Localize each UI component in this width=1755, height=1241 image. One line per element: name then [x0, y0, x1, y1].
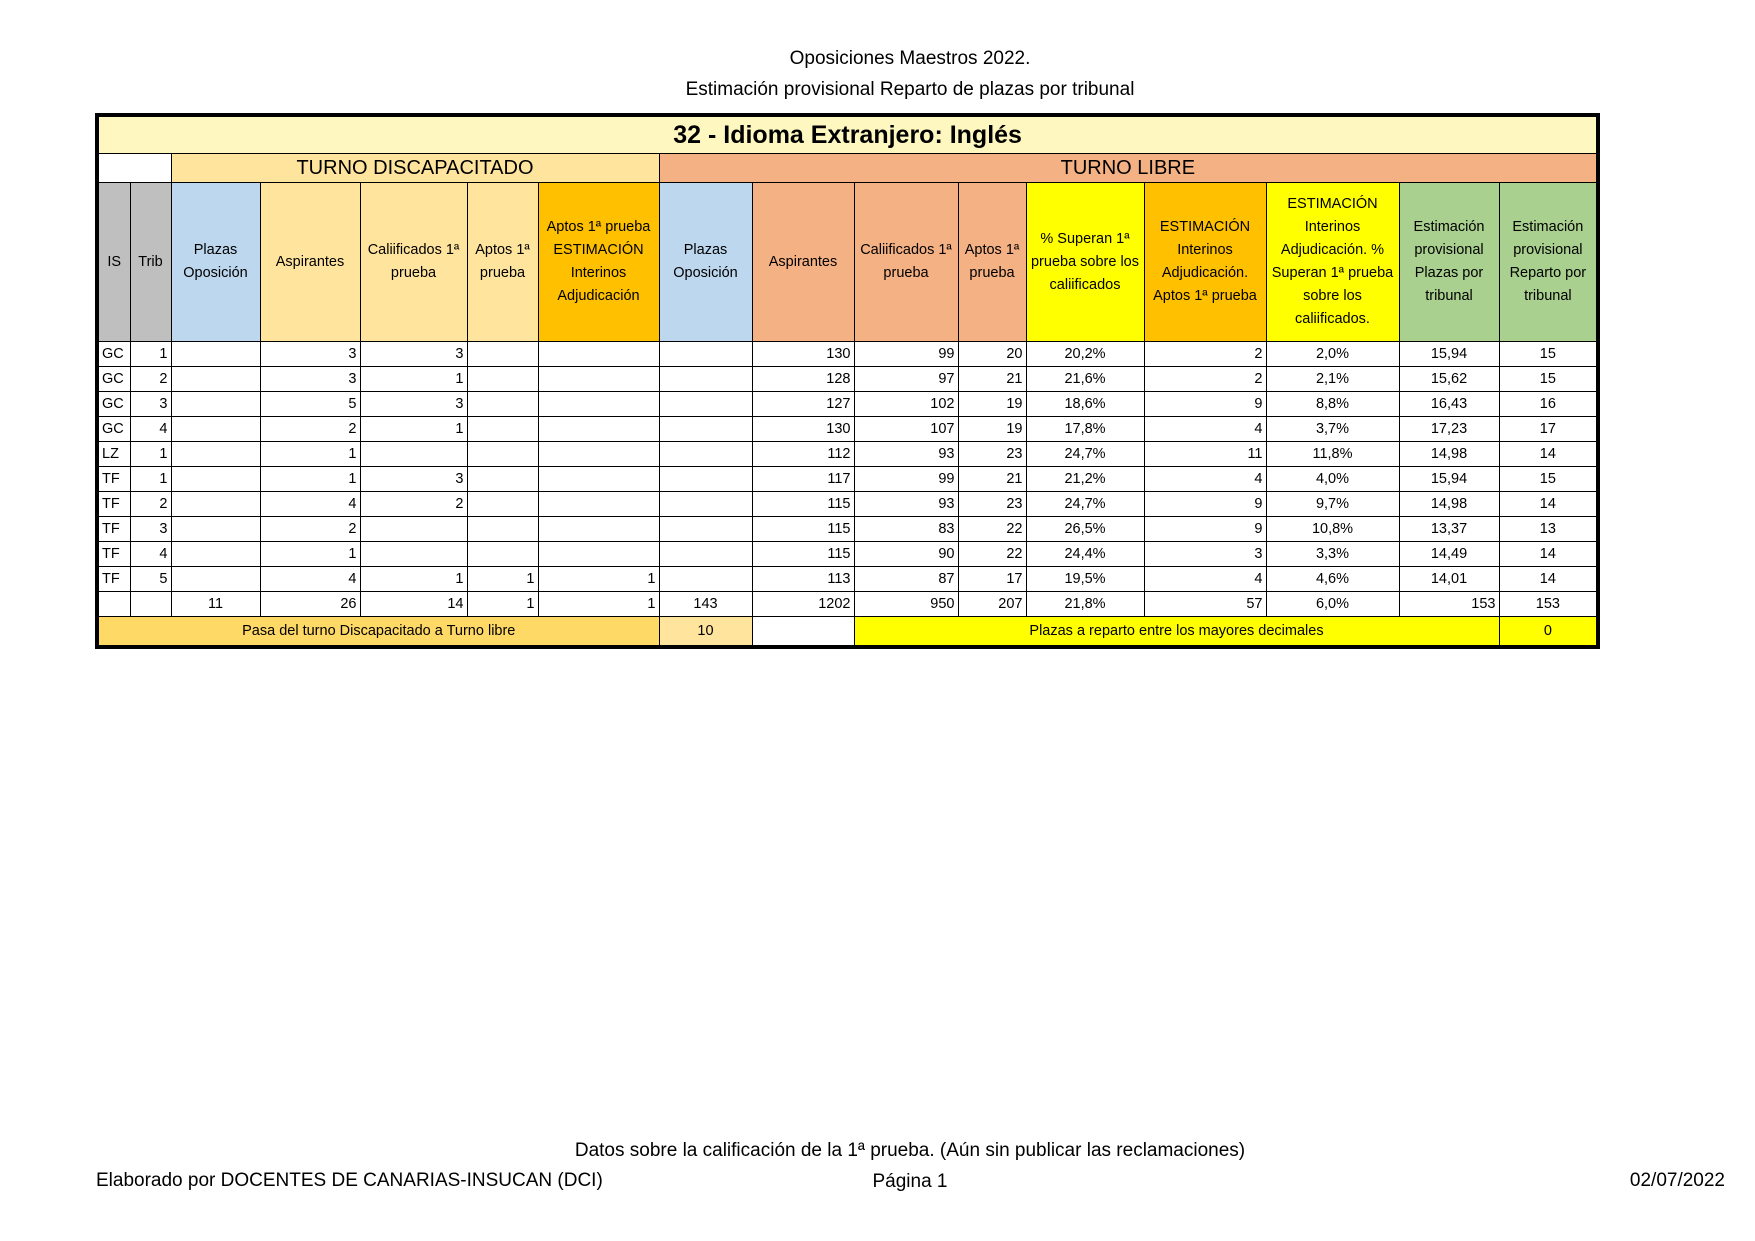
- col-header-trib: Trib: [130, 183, 171, 342]
- cell-libre-pct-superan: 21,6%: [1026, 367, 1144, 392]
- cell-reparto-tribunal: 14: [1499, 492, 1598, 517]
- cell-disc-plazas: [171, 567, 260, 592]
- cell-is: LZ: [97, 442, 130, 467]
- footer-author: Elaborado por DOCENTES DE CANARIAS-INSUCAN (DCI): [96, 1170, 603, 1191]
- total-cell-libre-plazas: 143: [659, 592, 752, 617]
- cell-libre-aspirantes: 113: [752, 567, 854, 592]
- reparto-decimales-label: Plazas a reparto entre los mayores decimales: [854, 617, 1499, 648]
- cell-plazas-tribunal: 14,01: [1399, 567, 1499, 592]
- cell-libre-estimacion-aptos: 2: [1144, 367, 1266, 392]
- cell-disc-calificados: 3: [360, 392, 467, 417]
- cell-libre-plazas: [659, 467, 752, 492]
- cell-disc-calificados: [360, 517, 467, 542]
- cell-is: GC: [97, 342, 130, 367]
- cell-plazas-tribunal: 14,98: [1399, 442, 1499, 467]
- cell-libre-aptos: 17: [958, 567, 1026, 592]
- cell-disc-calificados: 3: [360, 467, 467, 492]
- cell-libre-estimacion-pct: 2,1%: [1266, 367, 1399, 392]
- total-cell-libre-pct-superan: 21,8%: [1026, 592, 1144, 617]
- cell-disc-calificados: [360, 442, 467, 467]
- table-row: [97, 542, 1598, 567]
- cell-reparto-tribunal: 16: [1499, 392, 1598, 417]
- col-header-disc-estimacion: Aptos 1ª prueba ESTIMACIÓN Interinos Adjudicación: [538, 183, 659, 342]
- cell-disc-estimacion: [538, 342, 659, 367]
- cell-trib: 4: [130, 542, 171, 567]
- table-row: [97, 467, 1598, 492]
- total-cell-disc-aspirantes: 26: [260, 592, 360, 617]
- col-header-disc-aspirantes: Aspirantes: [260, 183, 360, 342]
- column-header-row: [97, 183, 1598, 342]
- cell-disc-aptos: 1: [467, 567, 538, 592]
- cell-trib: 1: [130, 342, 171, 367]
- cell-disc-aspirantes: 4: [260, 492, 360, 517]
- cell-disc-plazas: [171, 342, 260, 367]
- cell-trib: 3: [130, 517, 171, 542]
- cell-libre-aptos: 23: [958, 492, 1026, 517]
- cell-disc-calificados: 1: [360, 567, 467, 592]
- cell-libre-estimacion-aptos: 9: [1144, 517, 1266, 542]
- cell-libre-plazas: [659, 542, 752, 567]
- cell-disc-estimacion: [538, 392, 659, 417]
- cell-disc-aptos: [467, 392, 538, 417]
- cell-disc-plazas: [171, 392, 260, 417]
- footer-page-number: Página 1: [872, 1171, 948, 1192]
- cell-libre-estimacion-aptos: 4: [1144, 567, 1266, 592]
- cell-libre-pct-superan: 24,7%: [1026, 492, 1144, 517]
- cell-libre-aptos: 22: [958, 542, 1026, 567]
- col-header-libre-aspirantes: Aspirantes: [752, 183, 854, 342]
- cell-libre-estimacion-aptos: 4: [1144, 417, 1266, 442]
- table-row: [97, 492, 1598, 517]
- pasa-turno-value: 10: [659, 617, 752, 648]
- cell-libre-calificados: 87: [854, 567, 958, 592]
- cell-libre-calificados: 99: [854, 467, 958, 492]
- cell-is: GC: [97, 367, 130, 392]
- cell-libre-calificados: 83: [854, 517, 958, 542]
- cell-trib: 3: [130, 392, 171, 417]
- col-header-libre-pct-superan: % Superan 1ª prueba sobre los caliificados: [1026, 183, 1144, 342]
- cell-disc-estimacion: 1: [538, 567, 659, 592]
- cell-libre-estimacion-aptos: 4: [1144, 467, 1266, 492]
- cell-disc-calificados: 3: [360, 342, 467, 367]
- cell-disc-aspirantes: 1: [260, 542, 360, 567]
- cell-disc-aspirantes: 1: [260, 467, 360, 492]
- cell-disc-aspirantes: 3: [260, 342, 360, 367]
- cell-libre-plazas: [659, 417, 752, 442]
- cell-libre-aptos: 21: [958, 367, 1026, 392]
- cell-disc-aptos: [467, 442, 538, 467]
- cell-reparto-tribunal: 14: [1499, 442, 1598, 467]
- cell-libre-aptos: 19: [958, 417, 1026, 442]
- summary-row: [97, 617, 1598, 648]
- table-row: [97, 392, 1598, 417]
- cell-libre-aspirantes: 128: [752, 367, 854, 392]
- cell-disc-estimacion: [538, 517, 659, 542]
- cell-disc-aptos: [467, 367, 538, 392]
- cell-libre-pct-superan: 19,5%: [1026, 567, 1144, 592]
- cell-libre-aptos: 23: [958, 442, 1026, 467]
- col-header-plazas-tribunal: Estimación provisional Plazas por tribunal: [1399, 183, 1499, 342]
- cell-disc-aptos: [467, 417, 538, 442]
- cell-is: TF: [97, 467, 130, 492]
- cell-is: TF: [97, 567, 130, 592]
- footer-note: Datos sobre la calificación de la 1ª prueba. (Aún sin publicar las reclamaciones): [574, 1140, 1246, 1161]
- cell-is: TF: [97, 492, 130, 517]
- cell-plazas-tribunal: 15,94: [1399, 467, 1499, 492]
- table-row: [97, 567, 1598, 592]
- total-cell-trib: [130, 592, 171, 617]
- cell-libre-calificados: 99: [854, 342, 958, 367]
- total-cell-plazas-tribunal: 153: [1399, 592, 1499, 617]
- cell-disc-aspirantes: 2: [260, 417, 360, 442]
- table-row: [97, 442, 1598, 467]
- cell-libre-plazas: [659, 367, 752, 392]
- cell-plazas-tribunal: 17,23: [1399, 417, 1499, 442]
- cell-libre-estimacion-pct: 2,0%: [1266, 342, 1399, 367]
- cell-disc-aptos: [467, 467, 538, 492]
- cell-libre-aspirantes: 130: [752, 417, 854, 442]
- cell-disc-plazas: [171, 442, 260, 467]
- cell-libre-pct-superan: 20,2%: [1026, 342, 1144, 367]
- cell-disc-estimacion: [538, 367, 659, 392]
- cell-disc-calificados: [360, 542, 467, 567]
- cell-libre-calificados: 90: [854, 542, 958, 567]
- cell-reparto-tribunal: 15: [1499, 467, 1598, 492]
- cell-libre-estimacion-pct: 4,6%: [1266, 567, 1399, 592]
- cell-libre-calificados: 102: [854, 392, 958, 417]
- cell-trib: 1: [130, 467, 171, 492]
- cell-libre-pct-superan: 24,7%: [1026, 442, 1144, 467]
- cell-disc-calificados: 2: [360, 492, 467, 517]
- total-cell-disc-aptos: 1: [467, 592, 538, 617]
- cell-trib: 2: [130, 367, 171, 392]
- cell-libre-pct-superan: 21,2%: [1026, 467, 1144, 492]
- cell-libre-plazas: [659, 442, 752, 467]
- cell-libre-aspirantes: 112: [752, 442, 854, 467]
- cell-disc-plazas: [171, 417, 260, 442]
- cell-libre-estimacion-aptos: 9: [1144, 492, 1266, 517]
- cell-disc-calificados: 1: [360, 417, 467, 442]
- cell-disc-aptos: [467, 517, 538, 542]
- total-cell-libre-aspirantes: 1202: [752, 592, 854, 617]
- cell-reparto-tribunal: 15: [1499, 342, 1598, 367]
- cell-libre-estimacion-pct: 10,8%: [1266, 517, 1399, 542]
- cell-is: TF: [97, 542, 130, 567]
- cell-disc-plazas: [171, 492, 260, 517]
- cell-is: GC: [97, 417, 130, 442]
- cell-disc-estimacion: [538, 542, 659, 567]
- pasa-turno-label: Pasa del turno Discapacitado a Turno libre: [97, 617, 659, 648]
- col-header-libre-calificados: Caliificados 1ª prueba: [854, 183, 958, 342]
- cell-plazas-tribunal: 14,49: [1399, 542, 1499, 567]
- cell-libre-aptos: 21: [958, 467, 1026, 492]
- cell-reparto-tribunal: 14: [1499, 542, 1598, 567]
- cell-reparto-tribunal: 14: [1499, 567, 1598, 592]
- col-header-disc-calificados: Caliificados 1ª prueba: [360, 183, 467, 342]
- cell-plazas-tribunal: 15,94: [1399, 342, 1499, 367]
- total-cell-libre-estimacion-pct: 6,0%: [1266, 592, 1399, 617]
- cell-libre-aspirantes: 130: [752, 342, 854, 367]
- col-header-libre-estimacion-aptos: ESTIMACIÓN Interinos Adjudicación. Aptos 1ª prueba: [1144, 183, 1266, 342]
- cell-disc-aptos: [467, 542, 538, 567]
- col-header-libre-estimacion-pct: ESTIMACIÓN Interinos Adjudicación. % Superan 1ª prueba sobre los caliificados.: [1266, 183, 1399, 342]
- col-header-libre-aptos: Aptos 1ª prueba: [958, 183, 1026, 342]
- reparto-table: [95, 113, 1600, 649]
- cell-libre-estimacion-aptos: 11: [1144, 442, 1266, 467]
- cell-libre-calificados: 93: [854, 492, 958, 517]
- col-header-is: IS: [97, 183, 130, 342]
- cell-libre-estimacion-pct: 4,0%: [1266, 467, 1399, 492]
- cell-disc-aspirantes: 5: [260, 392, 360, 417]
- cell-trib: 1: [130, 442, 171, 467]
- cell-libre-plazas: [659, 392, 752, 417]
- cell-libre-calificados: 107: [854, 417, 958, 442]
- cell-disc-aspirantes: 4: [260, 567, 360, 592]
- table-row: [97, 417, 1598, 442]
- table-title: 32 - Idioma Extranjero: Inglés: [97, 115, 1598, 154]
- cell-libre-calificados: 93: [854, 442, 958, 467]
- cell-trib: 2: [130, 492, 171, 517]
- cell-disc-aspirantes: 1: [260, 442, 360, 467]
- cell-disc-plazas: [171, 542, 260, 567]
- cell-libre-estimacion-pct: 3,7%: [1266, 417, 1399, 442]
- col-header-disc-plazas: Plazas Oposición: [171, 183, 260, 342]
- cell-disc-plazas: [171, 467, 260, 492]
- cell-libre-plazas: [659, 517, 752, 542]
- table-row: [97, 517, 1598, 542]
- cell-disc-estimacion: [538, 417, 659, 442]
- section-libre: TURNO LIBRE: [659, 154, 1598, 183]
- reparto-decimales-value: 0: [1499, 617, 1598, 648]
- cell-disc-calificados: 1: [360, 367, 467, 392]
- total-cell-is: [97, 592, 130, 617]
- col-header-disc-aptos: Aptos 1ª prueba: [467, 183, 538, 342]
- document-title: Oposiciones Maestros 2022.: [789, 48, 1031, 69]
- cell-libre-plazas: [659, 567, 752, 592]
- cell-libre-aspirantes: 127: [752, 392, 854, 417]
- cell-plazas-tribunal: 15,62: [1399, 367, 1499, 392]
- cell-libre-pct-superan: 18,6%: [1026, 392, 1144, 417]
- document-subtitle: Estimación provisional Reparto de plazas por tribunal: [685, 79, 1135, 100]
- totals-row: [97, 592, 1598, 617]
- cell-libre-aspirantes: 115: [752, 517, 854, 542]
- cell-is: TF: [97, 517, 130, 542]
- cell-libre-aptos: 19: [958, 392, 1026, 417]
- table-row: [97, 342, 1598, 367]
- col-header-reparto-tribunal: Estimación provisional Reparto por tribunal: [1499, 183, 1598, 342]
- cell-plazas-tribunal: 14,98: [1399, 492, 1499, 517]
- cell-libre-aspirantes: 115: [752, 492, 854, 517]
- cell-disc-aptos: [467, 492, 538, 517]
- table-row: [97, 367, 1598, 392]
- cell-trib: 5: [130, 567, 171, 592]
- cell-libre-plazas: [659, 342, 752, 367]
- total-cell-disc-plazas: 11: [171, 592, 260, 617]
- section-blank: [97, 154, 171, 183]
- summary-blank: [752, 617, 854, 648]
- col-header-libre-plazas: Plazas Oposición: [659, 183, 752, 342]
- cell-libre-estimacion-pct: 8,8%: [1266, 392, 1399, 417]
- cell-disc-estimacion: [538, 442, 659, 467]
- cell-libre-estimacion-pct: 9,7%: [1266, 492, 1399, 517]
- cell-libre-pct-superan: 17,8%: [1026, 417, 1144, 442]
- cell-libre-aptos: 20: [958, 342, 1026, 367]
- total-cell-disc-calificados: 14: [360, 592, 467, 617]
- cell-reparto-tribunal: 13: [1499, 517, 1598, 542]
- cell-reparto-tribunal: 17: [1499, 417, 1598, 442]
- cell-disc-aptos: [467, 342, 538, 367]
- total-cell-reparto-tribunal: 153: [1499, 592, 1598, 617]
- cell-libre-aspirantes: 117: [752, 467, 854, 492]
- cell-libre-pct-superan: 26,5%: [1026, 517, 1144, 542]
- cell-is: GC: [97, 392, 130, 417]
- cell-disc-estimacion: [538, 492, 659, 517]
- cell-libre-estimacion-aptos: 3: [1144, 542, 1266, 567]
- cell-plazas-tribunal: 13,37: [1399, 517, 1499, 542]
- cell-libre-aptos: 22: [958, 517, 1026, 542]
- cell-libre-aspirantes: 115: [752, 542, 854, 567]
- footer-date: 02/07/2022: [1629, 1170, 1725, 1191]
- cell-libre-estimacion-pct: 3,3%: [1266, 542, 1399, 567]
- total-cell-libre-estimacion-aptos: 57: [1144, 592, 1266, 617]
- cell-disc-estimacion: [538, 467, 659, 492]
- cell-disc-aspirantes: 2: [260, 517, 360, 542]
- cell-libre-calificados: 97: [854, 367, 958, 392]
- cell-plazas-tribunal: 16,43: [1399, 392, 1499, 417]
- total-cell-libre-calificados: 950: [854, 592, 958, 617]
- cell-trib: 4: [130, 417, 171, 442]
- cell-libre-plazas: [659, 492, 752, 517]
- cell-reparto-tribunal: 15: [1499, 367, 1598, 392]
- cell-libre-estimacion-aptos: 9: [1144, 392, 1266, 417]
- cell-disc-plazas: [171, 517, 260, 542]
- total-cell-libre-aptos: 207: [958, 592, 1026, 617]
- cell-disc-plazas: [171, 367, 260, 392]
- cell-libre-estimacion-pct: 11,8%: [1266, 442, 1399, 467]
- cell-disc-aspirantes: 3: [260, 367, 360, 392]
- section-discapacitado: TURNO DISCAPACITADO: [171, 154, 659, 183]
- cell-libre-estimacion-aptos: 2: [1144, 342, 1266, 367]
- cell-libre-pct-superan: 24,4%: [1026, 542, 1144, 567]
- total-cell-disc-estimacion: 1: [538, 592, 659, 617]
